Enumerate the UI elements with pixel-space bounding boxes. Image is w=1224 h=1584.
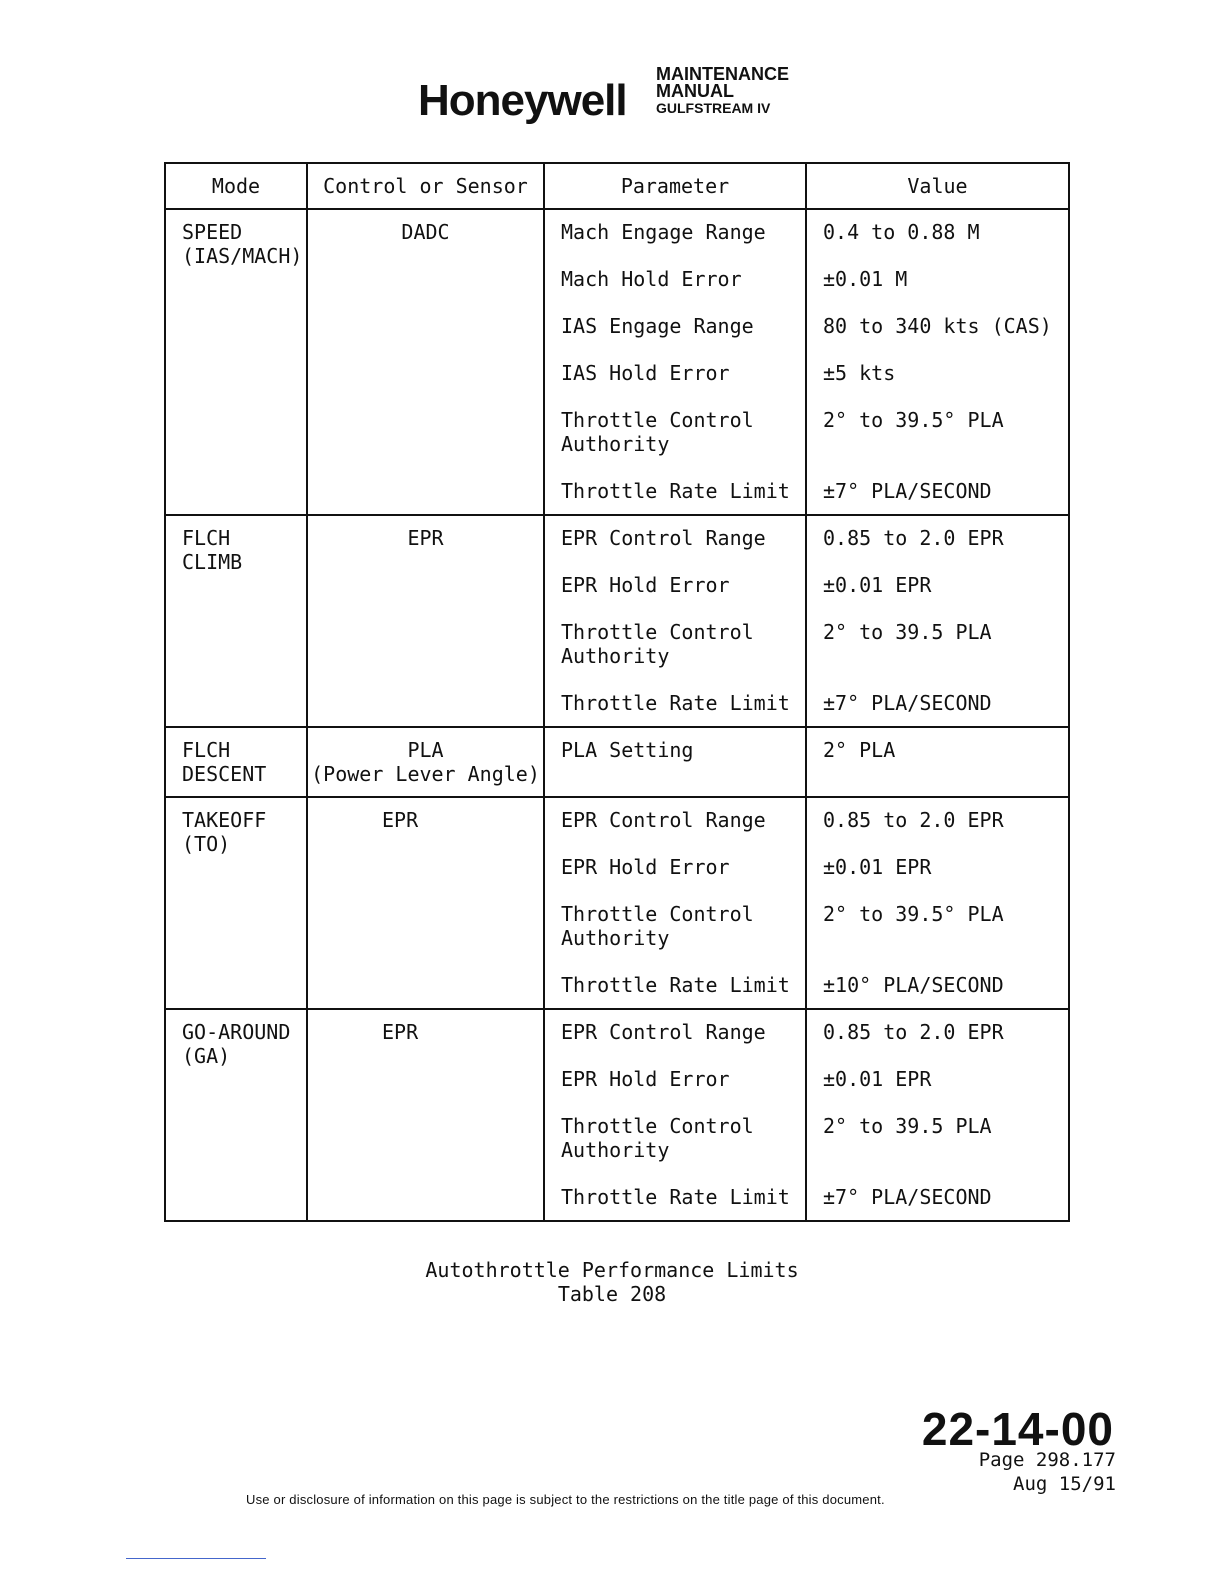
disclosure-notice: Use or disclosure of information on this page is subject to the restrictions on the title page of this document. — [246, 1492, 885, 1507]
parameter-label: Mach Engage Range — [561, 220, 766, 244]
value-cell — [806, 209, 1069, 515]
value-spacer — [807, 1138, 1068, 1162]
caption-title: Autothrottle Performance Limits — [425, 1258, 799, 1282]
control-cell — [307, 209, 544, 515]
parameter-label: IAS Engage Range — [561, 314, 754, 338]
mode-cell — [165, 1009, 307, 1221]
mode-label: CLIMB — [182, 550, 243, 574]
control-cell — [307, 727, 544, 797]
value-label: 2° to 39.5 PLA — [823, 620, 992, 644]
parameter-label: Authority — [561, 432, 670, 456]
column-header-value: Value — [806, 163, 1069, 209]
parameter-label: Throttle Control — [561, 902, 754, 926]
mode-cell — [165, 515, 307, 727]
page-info — [979, 1448, 1116, 1496]
control-cell — [307, 1009, 544, 1221]
table-row — [165, 797, 1069, 1009]
control-label: EPR — [382, 808, 419, 832]
value-spacer — [807, 432, 1068, 456]
parameter-label: Mach Hold Error — [561, 267, 742, 291]
control-label: DADC — [401, 220, 450, 244]
parameter-label: Throttle Rate Limit — [561, 1185, 790, 1209]
page-header — [0, 62, 1224, 132]
autothrottle-limits-table — [164, 162, 1070, 1222]
mode-label: DESCENT — [182, 762, 267, 786]
table-header-row — [165, 163, 1069, 209]
caption-table-number: Table 208 — [557, 1282, 667, 1306]
page-date: Aug 15/91 — [1013, 1473, 1116, 1495]
control-label: PLA — [407, 738, 444, 762]
parameter-label: EPR Hold Error — [561, 1067, 730, 1091]
value-label: 0.85 to 2.0 EPR — [823, 808, 1004, 832]
parameter-label: PLA Setting — [561, 738, 694, 762]
value-spacer — [807, 926, 1068, 950]
control-label: EPR — [407, 526, 444, 550]
value-label: ±7° PLA/SECOND — [823, 479, 992, 503]
manual-line-3: GULFSTREAM IV — [656, 100, 771, 116]
value-label: ±7° PLA/SECOND — [823, 1185, 992, 1209]
mode-cell — [165, 797, 307, 1009]
table-body — [165, 209, 1069, 1221]
mode-label: TAKEOFF — [182, 808, 267, 832]
parameter-label: Throttle Rate Limit — [561, 479, 790, 503]
mode-label: SPEED — [182, 220, 243, 244]
parameter-label: EPR Hold Error — [561, 573, 730, 597]
parameter-cell — [544, 797, 806, 1009]
table-row — [165, 515, 1069, 727]
parameter-label: EPR Control Range — [561, 526, 766, 550]
value-cell — [806, 727, 1069, 797]
value-label: 0.4 to 0.88 M — [823, 220, 980, 244]
parameter-label: EPR Hold Error — [561, 855, 730, 879]
brand-logo: Honeywell — [418, 76, 627, 125]
parameter-cell — [544, 727, 806, 797]
parameter-label: Throttle Rate Limit — [561, 691, 790, 715]
footer-rule — [126, 1558, 266, 1559]
value-label: ±0.01 M — [823, 267, 908, 291]
mode-label: FLCH — [182, 738, 231, 762]
value-label: 80 to 340 kts (CAS) — [823, 314, 1052, 338]
control-label: EPR — [382, 1020, 419, 1044]
parameter-cell — [544, 515, 806, 727]
value-label: ±10° PLA/SECOND — [823, 973, 1004, 997]
control-cell — [307, 515, 544, 727]
mode-label: (GA) — [182, 1044, 231, 1068]
value-label: 0.85 to 2.0 EPR — [823, 526, 1004, 550]
parameter-label: Authority — [561, 926, 670, 950]
parameter-label: EPR Control Range — [561, 808, 766, 832]
manual-line-1: MAINTENANCE — [656, 64, 789, 84]
parameter-label: Throttle Rate Limit — [561, 973, 790, 997]
mode-label: (IAS/MACH) — [182, 244, 303, 268]
parameter-label: Throttle Control — [561, 408, 754, 432]
parameter-label: Authority — [561, 644, 670, 668]
value-label: 2° to 39.5° PLA — [823, 408, 1004, 432]
manual-title-block — [656, 66, 789, 117]
value-cell — [806, 1009, 1069, 1221]
column-header-mode: Mode — [165, 163, 307, 209]
parameter-label: IAS Hold Error — [561, 361, 730, 385]
page-number: Page 298.177 — [978, 1449, 1116, 1471]
mode-cell — [165, 727, 307, 797]
value-label: 0.85 to 2.0 EPR — [823, 1020, 1004, 1044]
parameter-label: Throttle Control — [561, 620, 754, 644]
table-caption — [0, 1258, 1224, 1306]
mode-cell — [165, 209, 307, 515]
mode-label: (TO) — [182, 832, 231, 856]
column-header-control: Control or Sensor — [307, 163, 544, 209]
parameter-label: Authority — [561, 1138, 670, 1162]
parameter-label: Throttle Control — [561, 1114, 754, 1138]
manual-line-2: MANUAL — [656, 81, 734, 101]
control-label: (Power Lever Angle) — [311, 762, 540, 786]
mode-label: FLCH — [182, 526, 231, 550]
value-label: 2° to 39.5° PLA — [823, 902, 1004, 926]
value-label: ±0.01 EPR — [823, 1067, 932, 1091]
parameter-label: EPR Control Range — [561, 1020, 766, 1044]
value-label: ±7° PLA/SECOND — [823, 691, 992, 715]
value-label: ±0.01 EPR — [823, 573, 932, 597]
value-cell — [806, 797, 1069, 1009]
parameter-cell — [544, 1009, 806, 1221]
value-label: ±5 kts — [823, 361, 896, 385]
table-row — [165, 727, 1069, 797]
column-header-parameter: Parameter — [544, 163, 806, 209]
value-label: ±0.01 EPR — [823, 855, 932, 879]
table-row — [165, 209, 1069, 515]
control-cell — [307, 797, 544, 1009]
mode-label: GO-AROUND — [182, 1020, 291, 1044]
parameter-cell — [544, 209, 806, 515]
value-cell — [806, 515, 1069, 727]
value-label: 2° to 39.5 PLA — [823, 1114, 992, 1138]
section-number: 22-14-00 — [921, 1403, 1114, 1455]
table-row — [165, 1009, 1069, 1221]
value-label: 2° PLA — [823, 738, 896, 762]
value-spacer — [807, 644, 1068, 668]
